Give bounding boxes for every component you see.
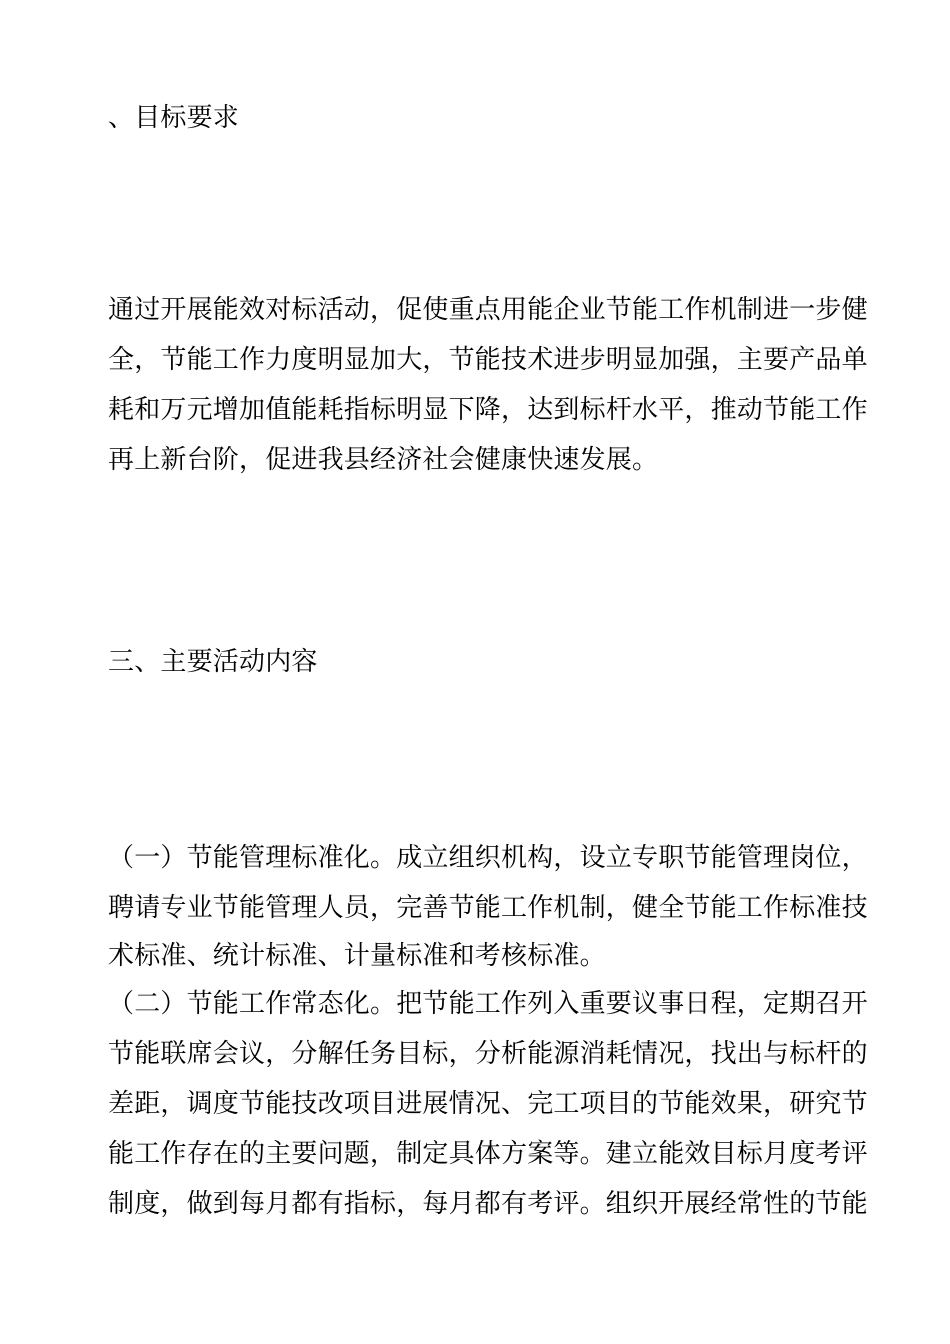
paragraph-line: 术标准、统计标准、计量标准和考核标准。 xyxy=(108,941,606,971)
paragraph-line: 通过开展能效对标活动，促使重点用能企业节能工作机制进一步健 xyxy=(108,295,868,325)
paragraph-line: （二）节能工作常态化。把节能工作列入重要议事日程，定期召开 xyxy=(108,989,868,1019)
paragraph-line: 聘请专业节能管理人员，完善节能工作机制，健全节能工作标准技 xyxy=(108,893,868,923)
paragraph-line: 能工作存在的主要问题，制定具体方案等。建立能效目标月度考评 xyxy=(108,1139,868,1169)
paragraph-line: 全，节能工作力度明显加大，节能技术进步明显加强，主要产品单 xyxy=(108,345,868,375)
paragraph-line: 耗和万元增加值能耗指标明显下降，达到标杆水平，推动节能工作 xyxy=(108,395,868,425)
paragraph-line: 节能联席会议，分解任务目标，分析能源消耗情况，找出与标杆的 xyxy=(108,1039,868,1069)
section-heading-activities: 三、主要活动内容 xyxy=(108,647,318,677)
paragraph-line: 再上新台阶，促进我县经济社会健康快速发展。 xyxy=(108,445,659,475)
paragraph-line: 制度，做到每月都有指标，每月都有考评。组织开展经常性的节能 xyxy=(108,1189,868,1219)
paragraph-line: （一）节能管理标准化。成立组织机构，设立专职节能管理岗位， xyxy=(108,843,868,873)
paragraph-line: 差距，调度节能技改项目进展情况、完工项目的节能效果，研究节 xyxy=(108,1089,868,1119)
section-heading-goal: 、目标要求 xyxy=(108,103,240,133)
